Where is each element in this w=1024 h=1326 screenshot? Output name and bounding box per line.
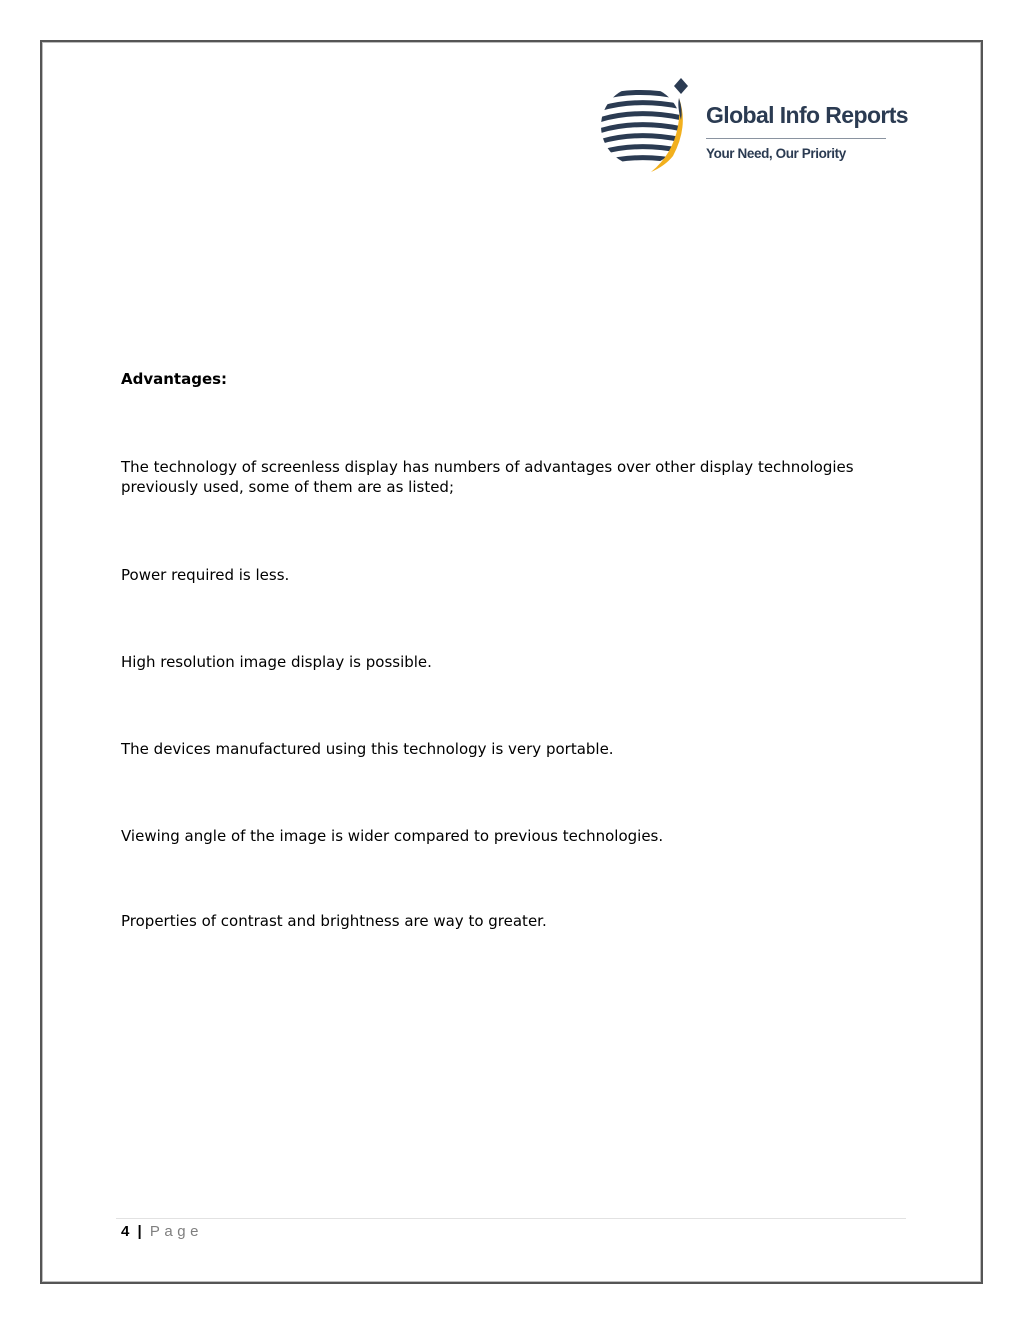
advantage-item: Power required is less. <box>121 566 290 584</box>
company-logo <box>595 76 908 172</box>
page-number: 4 <box>121 1223 130 1240</box>
advantage-item: High resolution image display is possible. <box>121 653 432 671</box>
globe-logo-icon <box>595 76 705 172</box>
logo-divider <box>706 138 886 139</box>
advantage-item: The devices manufactured using this technology is very portable. <box>121 740 614 758</box>
page-footer <box>121 1223 203 1240</box>
advantage-item: Viewing angle of the image is wider compared to previous technologies. <box>121 827 664 845</box>
logo-title: Global Info Reports <box>706 102 908 128</box>
footer-separator: | <box>137 1223 142 1240</box>
advantage-item: Properties of contrast and brightness are way to greater. <box>121 912 547 930</box>
footer-divider <box>116 1218 906 1219</box>
intro-paragraph: The technology of screenless display has numbers of advantages over other display technologies previously used, some of them are as listed; <box>121 458 854 496</box>
section-heading: Advantages: <box>121 370 228 388</box>
logo-tagline: Your Need, Our Priority <box>706 146 846 161</box>
page-label: Page <box>149 1223 203 1240</box>
